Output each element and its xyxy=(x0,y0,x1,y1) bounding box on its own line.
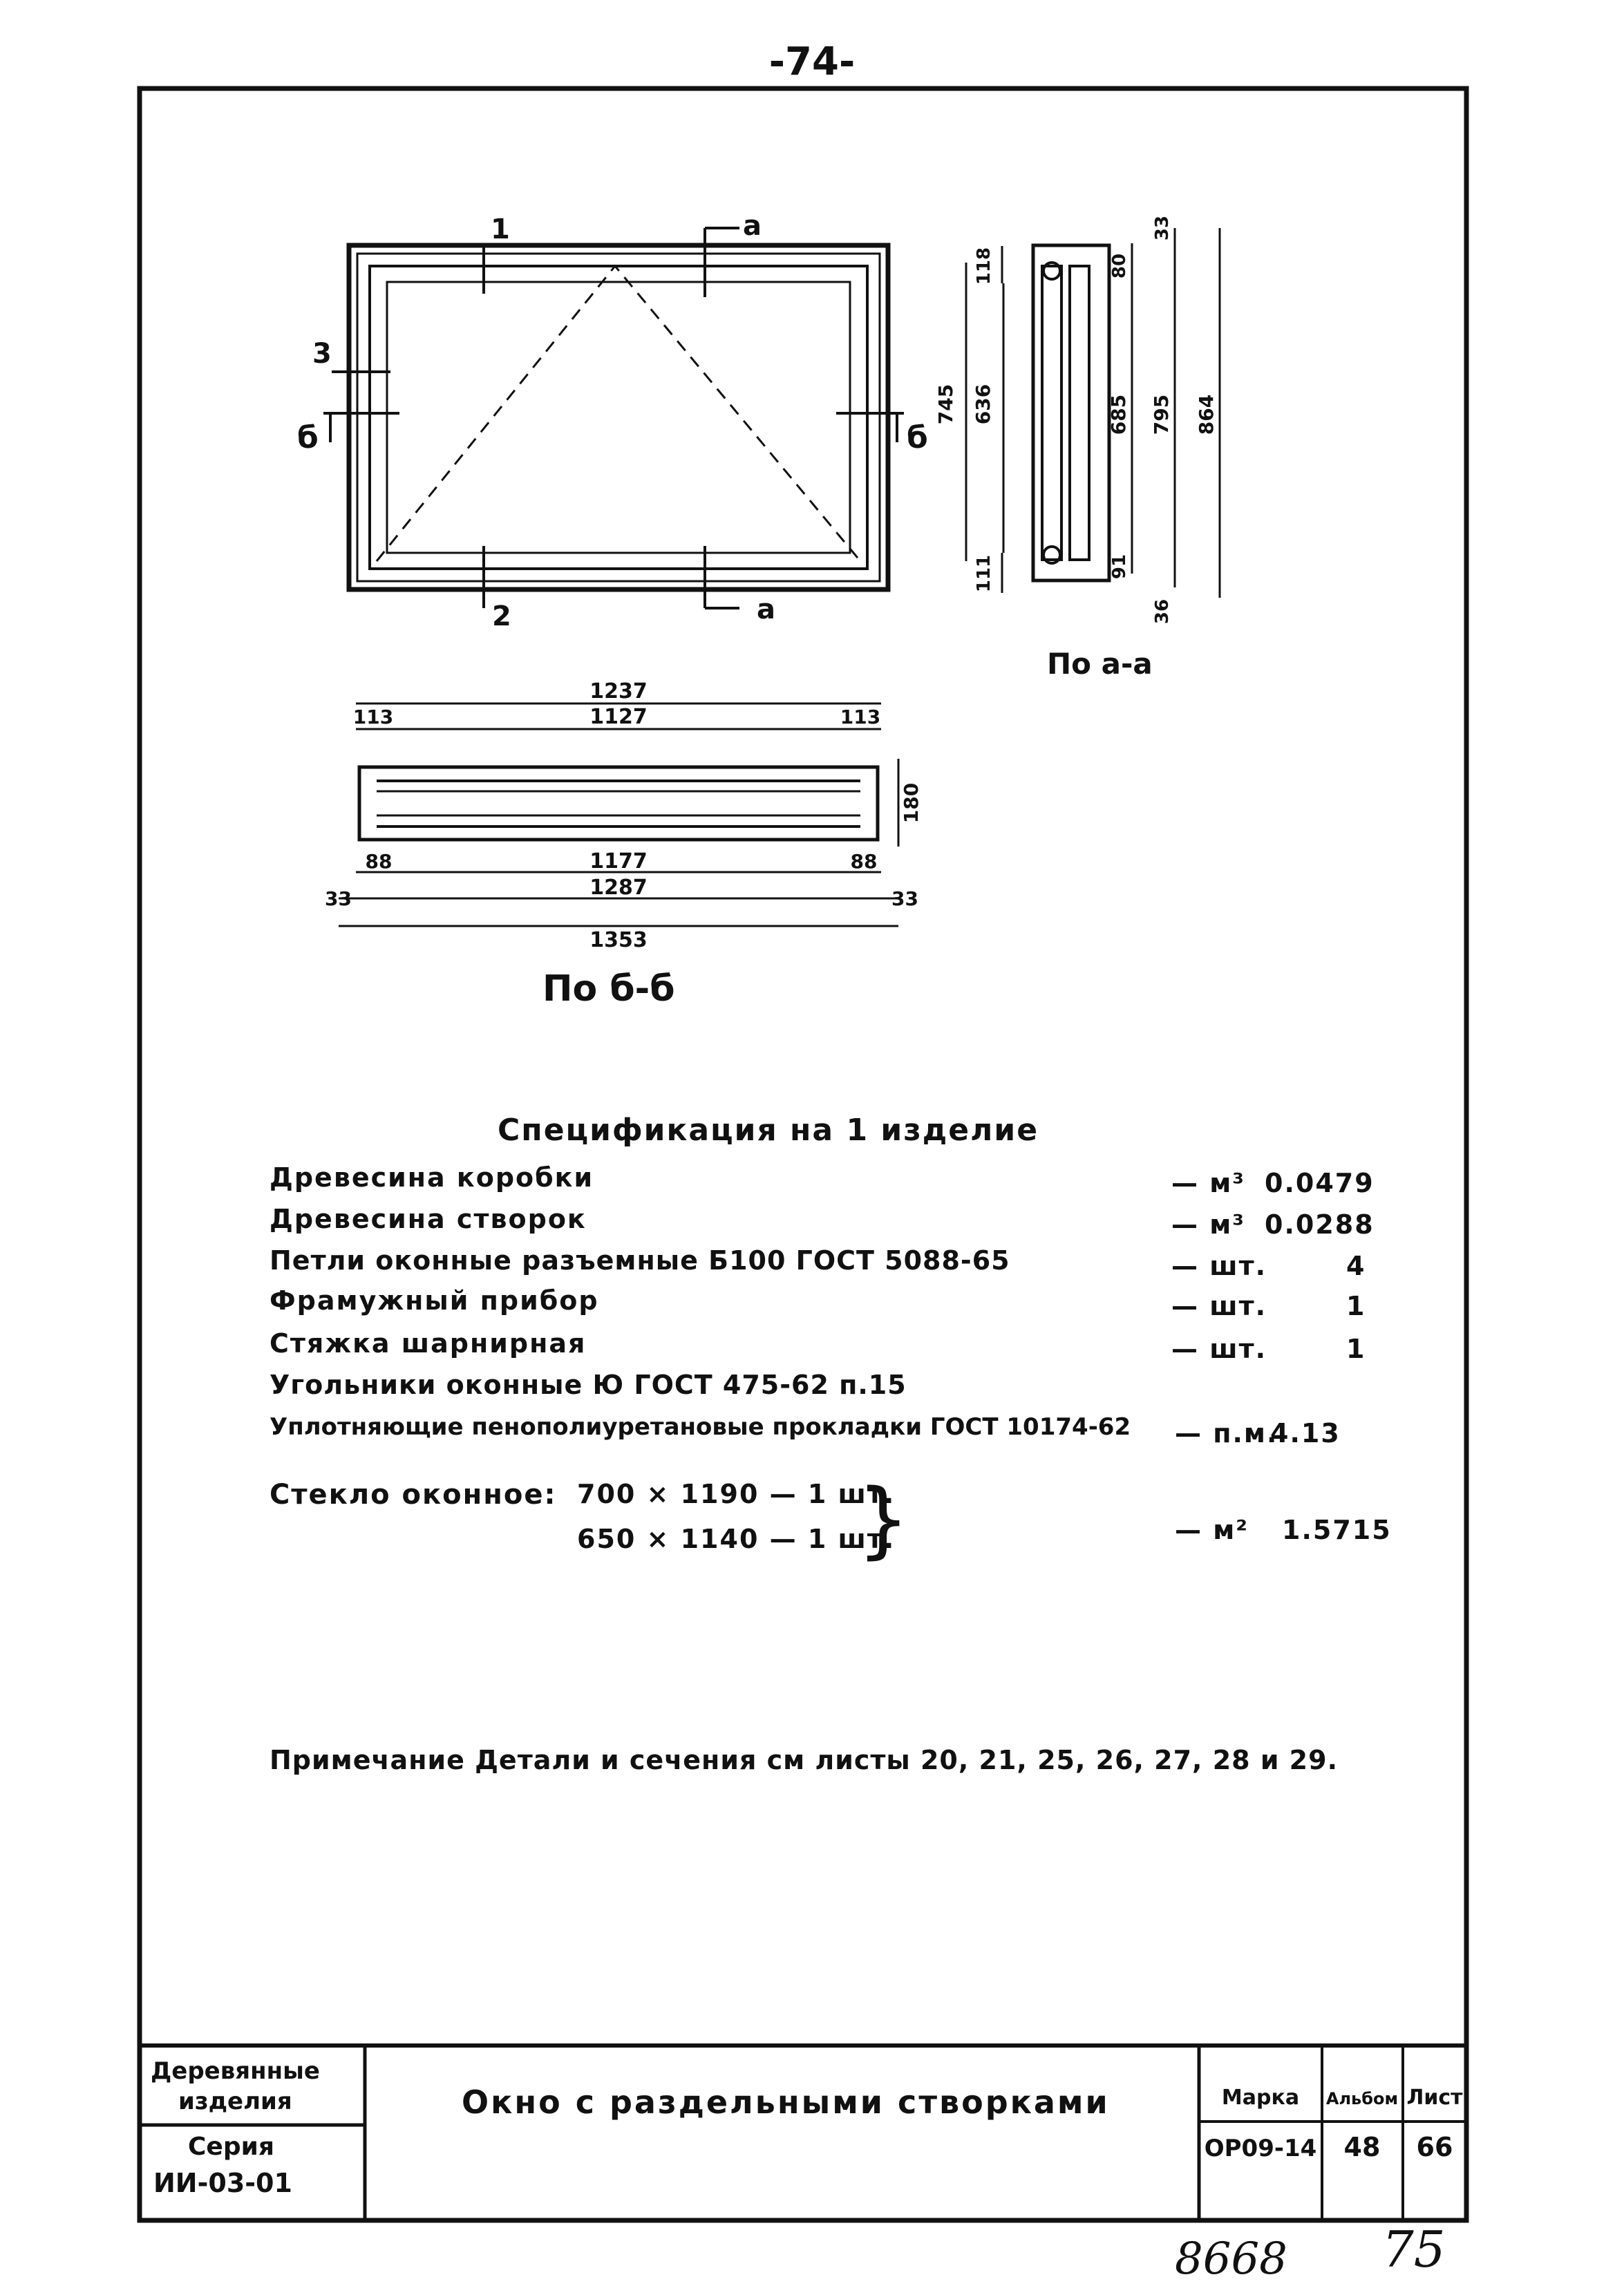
spec-row-2-qty: 0.0288 xyxy=(1265,1209,1375,1240)
spec-row-5-unit: — шт. xyxy=(1171,1334,1267,1364)
sash-inner xyxy=(387,282,850,553)
cut-label-3: 3 xyxy=(312,338,332,370)
spec-row-3-qty: 4 xyxy=(1346,1251,1366,1281)
dim-33-right: 33 xyxy=(891,887,918,910)
handwritten-number-right: 75 xyxy=(1382,2220,1446,2278)
drawing-title: Окно с раздельными створками xyxy=(462,2084,1110,2121)
section-a-bottom-label: а xyxy=(757,594,775,625)
sheet-value: 66 xyxy=(1416,2132,1453,2162)
spec-row-6-name: Угольники оконные Ю ГОСТ 475-62 п.15 xyxy=(270,1370,907,1400)
sheet-label: Лист xyxy=(1406,2086,1463,2110)
spec-row-7-qty: 4.13 xyxy=(1270,1418,1341,1448)
section-bb-frame xyxy=(359,767,878,840)
dim-685: 685 xyxy=(1107,394,1130,435)
dim-113-left: 113 xyxy=(352,706,394,728)
spec-row-5-name: Стяжка шарнирная xyxy=(270,1328,587,1359)
category-line2: изделия xyxy=(178,2088,292,2115)
dim-33: 33 xyxy=(1152,215,1173,241)
spec-row-7-name: Уплотняющие пенополиуретановые прокладки ГОСТ 10174-62 xyxy=(270,1413,1131,1441)
dim-795: 795 xyxy=(1150,394,1173,435)
album-label: Альбом xyxy=(1325,2089,1399,2108)
dim-864: 864 xyxy=(1195,394,1218,435)
title-block xyxy=(140,2046,1466,2220)
spec-row-4-unit: — шт. xyxy=(1171,1291,1267,1321)
spec-row-1-unit: — м³ xyxy=(1171,1168,1245,1198)
dim-1237: 1237 xyxy=(589,679,648,703)
cut-label-1: 1 xyxy=(491,214,510,245)
section-aa-sash-left xyxy=(1042,266,1061,560)
dim-1353: 1353 xyxy=(589,928,648,952)
opening-direction-lines xyxy=(377,266,860,561)
spec-note: Примечание Детали и сечения см листы 20, 21, 25, 26, 27, 28 и 29. xyxy=(270,1745,1338,1775)
glass-line-2: 650 × 1140 — 1 шт. xyxy=(577,1524,896,1554)
dim-91: 91 xyxy=(1109,554,1130,580)
dim-36: 36 xyxy=(1152,598,1173,625)
dim-33-left: 33 xyxy=(325,887,352,910)
dim-118: 118 xyxy=(974,247,994,285)
spec-row-2-name: Древесина створок xyxy=(270,1204,587,1234)
dim-180: 180 xyxy=(900,782,923,824)
glass-brace: } xyxy=(857,1472,912,1568)
category-line1: Деревянные xyxy=(151,2057,320,2085)
dim-88-right: 88 xyxy=(850,850,878,873)
series-label: Серия xyxy=(188,2133,274,2161)
cut-label-2: 2 xyxy=(492,601,511,632)
glass-label: Стекло оконное: xyxy=(270,1479,557,1511)
series-value: ИИ-03-01 xyxy=(153,2168,292,2198)
section-aa-title: По а-а xyxy=(1047,647,1153,681)
glass-line-1: 700 × 1190 — 1 шт. xyxy=(577,1479,896,1509)
dim-80: 80 xyxy=(1109,253,1130,279)
glass-qty: 1.5715 xyxy=(1282,1515,1392,1545)
spec-row-3-unit: — шт. xyxy=(1171,1251,1267,1281)
page-number: -74- xyxy=(768,39,856,84)
glass-unit: — м² xyxy=(1175,1515,1249,1545)
section-aa-sash-right xyxy=(1070,266,1089,560)
section-b-right-label: б xyxy=(907,420,928,455)
handwritten-number-left: 8668 xyxy=(1175,2233,1287,2285)
dim-1127: 1127 xyxy=(589,705,648,729)
dim-113-right: 113 xyxy=(840,706,881,728)
section-bb-title: По б-б xyxy=(542,968,675,1010)
section-aa xyxy=(934,216,1220,681)
spec-row-2-unit: — м³ xyxy=(1171,1209,1245,1240)
sash-outer xyxy=(370,266,867,569)
dim-1287: 1287 xyxy=(589,876,648,900)
spec-row-7-unit: — п.м. xyxy=(1175,1418,1278,1448)
section-a-top-label: а xyxy=(743,210,762,242)
spec-row-4-qty: 1 xyxy=(1346,1291,1366,1321)
window-elevation xyxy=(297,210,928,632)
section-bb xyxy=(325,679,923,1010)
mark-label: Марка xyxy=(1221,2086,1300,2110)
album-value: 48 xyxy=(1343,2132,1381,2162)
frame-inner-edge xyxy=(357,254,880,581)
dim-88-left: 88 xyxy=(365,850,393,873)
spec-row-1-qty: 0.0479 xyxy=(1265,1168,1375,1198)
spec-title: Спецификация на 1 изделие xyxy=(498,1113,1039,1148)
outer-frame xyxy=(349,245,888,589)
dim-636: 636 xyxy=(972,384,994,425)
section-b-left-label: б xyxy=(297,420,319,455)
spec-row-3-name: Петли оконные разъемные Б100 ГОСТ 5088-65 xyxy=(270,1245,1010,1276)
spec-row-1-name: Древесина коробки xyxy=(270,1162,594,1193)
dim-1177: 1177 xyxy=(589,849,648,873)
mark-value: ОР09-14 xyxy=(1204,2135,1317,2162)
spec-row-5-qty: 1 xyxy=(1346,1334,1366,1364)
sheet-frame xyxy=(140,88,1466,2220)
dim-745: 745 xyxy=(934,384,957,425)
spec-row-4-name: Фрамужный прибор xyxy=(270,1285,599,1316)
dim-111: 111 xyxy=(974,554,994,593)
